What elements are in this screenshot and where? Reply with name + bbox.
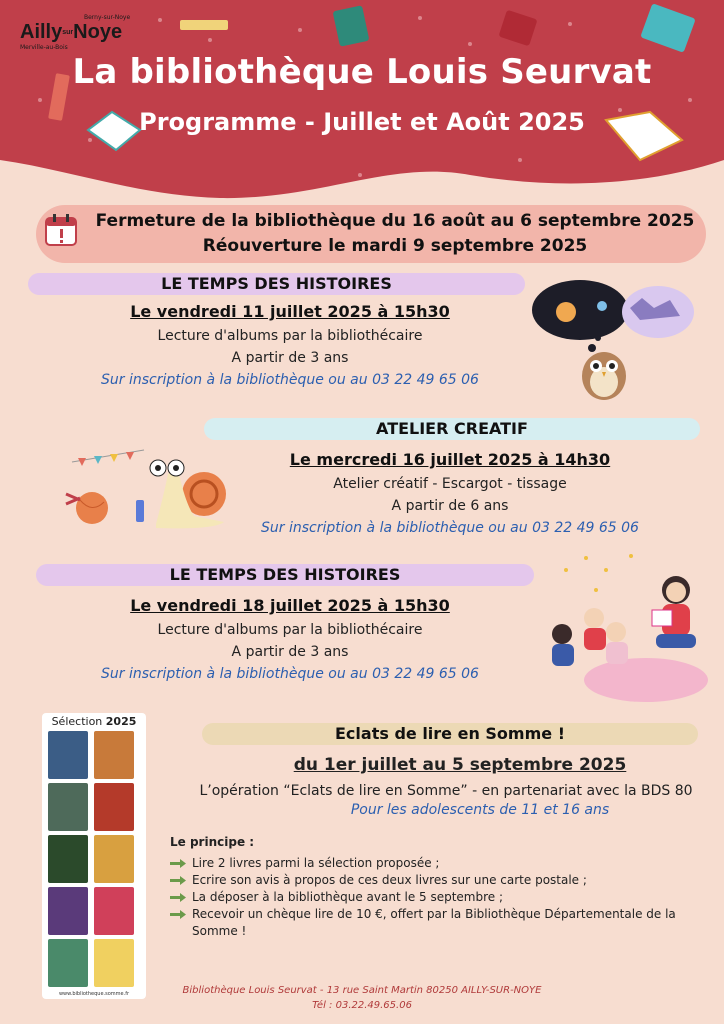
dream-owl-illustration <box>530 278 700 404</box>
event-1-block <box>60 302 520 391</box>
footer-phone: Tél : 03.22.49.65.06 <box>312 1000 412 1011</box>
calendar-icon <box>44 213 78 247</box>
footer <box>0 983 724 1013</box>
event-2-desc-2: A partir de 6 ans <box>391 498 509 514</box>
event-3-registration: Sur inscription à la bibliothèque ou au 03 22 49 65 06 <box>101 666 479 682</box>
header-banner <box>0 0 724 210</box>
book-cover <box>48 731 88 779</box>
arrow-right-icon <box>170 876 186 885</box>
arrow-right-icon <box>170 893 186 902</box>
book-cover <box>48 835 88 883</box>
selection-title: Sélection 2025 <box>51 715 137 728</box>
principle-list <box>170 855 710 940</box>
book-cover <box>94 887 134 935</box>
book-cover <box>48 783 88 831</box>
storytime-children-illustration <box>536 550 716 710</box>
event-3-date: Le vendredi 18 juillet 2025 à 15h30 <box>130 596 450 615</box>
eclats-date: du 1er juillet au 5 septembre 2025 <box>293 755 627 775</box>
event-3-heading: LE TEMPS DES HISTOIRES <box>36 564 534 586</box>
event-1-registration: Sur inscription à la bibliothèque ou au 03 22 49 65 06 <box>101 372 479 388</box>
page-title: La bibliothèque Louis Seurvat <box>72 52 652 92</box>
event-3-block <box>60 596 520 685</box>
town-logo <box>20 14 130 51</box>
closure-line-2: Réouverture le mardi 9 septembre 2025 <box>202 236 588 256</box>
principle-title: Le principe : <box>170 835 255 849</box>
selection-url: www.bibliotheque.somme.fr <box>58 991 130 997</box>
footer-address: Bibliothèque Louis Seurvat - 13 rue Saint Martin 80250 AILLY-SUR-NOYE <box>182 985 542 996</box>
event-3-desc-2: A partir de 3 ans <box>231 644 349 660</box>
event-2-date: Le mercredi 16 juillet 2025 à 14h30 <box>289 450 611 469</box>
event-1-date: Le vendredi 11 juillet 2025 à 15h30 <box>130 302 450 321</box>
logo-bottom-text: Merville-au-Bois <box>20 44 68 51</box>
eclats-operation: L’opération “Eclats de lire en Somme” - en partenariat avec la BDS 80 <box>199 783 693 799</box>
event-1-desc-2: A partir de 3 ans <box>231 350 349 366</box>
logo-top-text: Berny-sur-Noye <box>84 14 131 21</box>
list-item: La déposer à la bibliothèque avant le 5 septembre ; <box>170 889 710 906</box>
event-1-heading: LE TEMPS DES HISTOIRES <box>28 273 525 295</box>
arrow-right-icon <box>170 859 186 868</box>
list-item: Recevoir un chèque lire de 10 €, offert par la Bibliothèque Départementale de la Somme ! <box>170 906 710 940</box>
book-cover <box>94 939 134 987</box>
book-cover <box>48 887 88 935</box>
arrow-right-icon <box>170 910 186 919</box>
page-subtitle: Programme - Juillet et Août 2025 <box>139 108 585 136</box>
event-1-desc-1: Lecture d'albums par la bibliothécaire <box>157 328 423 344</box>
event-2-registration: Sur inscription à la bibliothèque ou au 03 22 49 65 06 <box>261 520 639 536</box>
book-cover <box>94 731 134 779</box>
book-selection-poster <box>42 713 146 999</box>
book-cover <box>48 939 88 987</box>
list-item: Lire 2 livres parmi la sélection proposée ; <box>170 855 710 872</box>
event-2-heading: ATELIER CREATIF <box>204 418 700 440</box>
eclats-audience: Pour les adolescents de 11 et 16 ans <box>350 802 610 818</box>
closure-notice <box>36 205 706 263</box>
list-item: Ecrire son avis à propos de ces deux livres sur une carte postale ; <box>170 872 710 889</box>
snail-craft-illustration <box>64 444 228 530</box>
book-icon-4 <box>180 20 228 30</box>
event-2-desc-1: Atelier créatif - Escargot - tissage <box>333 476 567 492</box>
book-cover <box>94 835 134 883</box>
book-cover <box>94 783 134 831</box>
event-3-desc-1: Lecture d'albums par la bibliothécaire <box>157 622 423 638</box>
closure-line-1: Fermeture de la bibliothèque du 16 août au 6 septembre 2025 <box>95 211 695 231</box>
eclats-heading: Eclats de lire en Somme ! <box>202 723 698 745</box>
event-2-block <box>250 450 650 539</box>
logo-main: AillysurNoye <box>20 21 123 43</box>
